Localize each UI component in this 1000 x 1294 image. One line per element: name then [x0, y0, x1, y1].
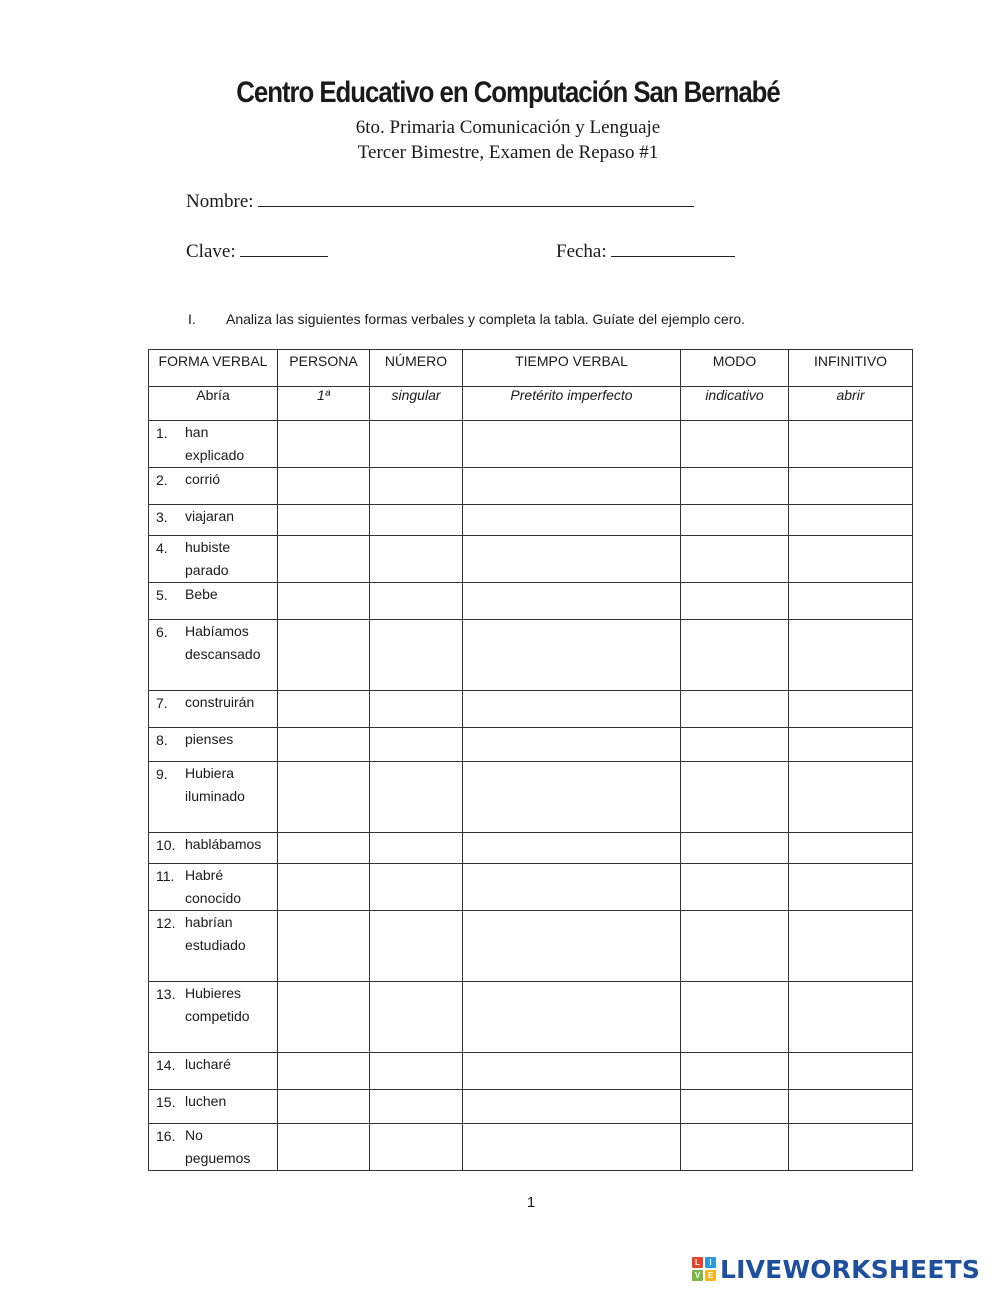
- answer-cell-tiempo[interactable]: [463, 762, 681, 833]
- answer-cell-modo[interactable]: [681, 505, 789, 536]
- answer-cell-infinitivo[interactable]: [789, 1053, 913, 1090]
- instruction-text: Analiza las siguientes formas verbales y completa la tabla. Guíate del ejemplo cero.: [226, 311, 746, 327]
- answer-cell-infinitivo[interactable]: [789, 982, 913, 1053]
- verb-form: Habré conocido: [185, 867, 242, 906]
- table-row: [149, 864, 913, 911]
- verb-form: han explicado: [185, 424, 245, 463]
- row-number: 14.: [156, 1057, 176, 1073]
- answer-cell-infinitivo[interactable]: [789, 468, 913, 505]
- header-modo: MODO: [681, 350, 789, 387]
- verb-cell: [149, 911, 278, 982]
- answer-cell-persona[interactable]: [278, 864, 370, 911]
- answer-cell-tiempo[interactable]: [463, 536, 681, 583]
- row-number: 9.: [156, 766, 168, 782]
- logo-squares-icon: [692, 1257, 716, 1281]
- answer-cell-persona[interactable]: [278, 982, 370, 1053]
- row-number: 8.: [156, 732, 168, 748]
- verb-form: pienses: [185, 731, 234, 747]
- verb-cell: [149, 1090, 278, 1124]
- table-row: [149, 536, 913, 583]
- table-row: [149, 505, 913, 536]
- logo-square: V: [692, 1270, 703, 1281]
- answer-cell-persona[interactable]: [278, 691, 370, 728]
- answer-cell-persona[interactable]: [278, 1090, 370, 1124]
- answer-cell-modo[interactable]: [681, 536, 789, 583]
- answer-cell-infinitivo[interactable]: [789, 762, 913, 833]
- table-row: [149, 833, 913, 864]
- table-row: [149, 1090, 913, 1124]
- answer-cell-persona[interactable]: [278, 421, 370, 468]
- verb-form: Bebe: [185, 586, 218, 602]
- example-verb: Abría: [149, 387, 278, 421]
- table-row: [149, 691, 913, 728]
- answer-cell-numero[interactable]: [370, 505, 463, 536]
- answer-cell-numero[interactable]: [370, 536, 463, 583]
- example-tiempo: Pretérito imperfecto: [463, 387, 681, 421]
- answer-cell-modo[interactable]: [681, 583, 789, 620]
- row-number: 5.: [156, 587, 168, 603]
- row-number: 7.: [156, 695, 168, 711]
- table-row: [149, 620, 913, 691]
- answer-cell-persona[interactable]: [278, 833, 370, 864]
- answer-cell-numero[interactable]: [370, 421, 463, 468]
- verb-form: Hubieres competido: [185, 985, 250, 1024]
- answer-cell-numero[interactable]: [370, 911, 463, 982]
- header-numero: NÚMERO: [370, 350, 463, 387]
- answer-cell-numero[interactable]: [370, 1090, 463, 1124]
- verb-form: corrió: [185, 471, 221, 487]
- answer-cell-persona[interactable]: [278, 468, 370, 505]
- row-number: 1.: [156, 425, 168, 441]
- verb-form: hablábamos: [185, 836, 262, 852]
- answer-cell-tiempo[interactable]: [463, 1124, 681, 1171]
- answer-cell-modo[interactable]: [681, 468, 789, 505]
- answer-cell-tiempo[interactable]: [463, 505, 681, 536]
- exam-subtitle: Tercer Bimestre, Examen de Repaso #1: [357, 142, 659, 163]
- table-row: [149, 1053, 913, 1090]
- verb-table: [148, 349, 913, 1171]
- answer-cell-numero[interactable]: [370, 468, 463, 505]
- header-persona: PERSONA: [278, 350, 370, 387]
- date-label: Fecha:: [556, 241, 607, 262]
- example-persona: 1ª: [278, 387, 370, 421]
- logo-square: I: [705, 1257, 716, 1268]
- verb-form: hubiste parado: [185, 539, 231, 578]
- answer-cell-modo[interactable]: [681, 620, 789, 691]
- table-row: [149, 421, 913, 468]
- verb-form: luchen: [185, 1093, 227, 1109]
- verb-form: lucharé: [185, 1056, 231, 1072]
- answer-cell-modo[interactable]: [681, 762, 789, 833]
- answer-cell-modo[interactable]: [681, 911, 789, 982]
- example-numero: singular: [370, 387, 463, 421]
- verb-cell: [149, 762, 278, 833]
- answer-cell-persona[interactable]: [278, 728, 370, 762]
- table-row: [149, 982, 913, 1053]
- logo-square: L: [692, 1257, 703, 1268]
- answer-cell-numero[interactable]: [370, 864, 463, 911]
- row-number: 4.: [156, 540, 168, 556]
- answer-cell-tiempo[interactable]: [463, 691, 681, 728]
- answer-cell-numero[interactable]: [370, 620, 463, 691]
- header-tiempo-verbal: TIEMPO VERBAL: [463, 350, 681, 387]
- verb-form: construirán: [185, 694, 255, 710]
- example-row: [149, 387, 913, 421]
- answer-cell-modo[interactable]: [681, 691, 789, 728]
- verb-form: viajaran: [185, 508, 235, 524]
- answer-cell-modo[interactable]: [681, 1124, 789, 1171]
- code-input-line[interactable]: [240, 242, 328, 257]
- row-number: 3.: [156, 509, 168, 525]
- answer-cell-modo[interactable]: [681, 421, 789, 468]
- row-number: 10.: [156, 837, 176, 853]
- answer-cell-modo[interactable]: [681, 1053, 789, 1090]
- answer-cell-infinitivo[interactable]: [789, 691, 913, 728]
- answer-cell-numero[interactable]: [370, 691, 463, 728]
- answer-cell-infinitivo[interactable]: [789, 1090, 913, 1124]
- answer-cell-numero[interactable]: [370, 728, 463, 762]
- answer-cell-tiempo[interactable]: [463, 1090, 681, 1124]
- verb-cell: [149, 833, 278, 864]
- answer-cell-infinitivo[interactable]: [789, 728, 913, 762]
- verb-cell: [149, 583, 278, 620]
- answer-cell-persona[interactable]: [278, 911, 370, 982]
- answer-cell-infinitivo[interactable]: [789, 583, 913, 620]
- date-input-line[interactable]: [611, 242, 735, 257]
- row-number: 13.: [156, 986, 176, 1002]
- answer-cell-tiempo[interactable]: [463, 911, 681, 982]
- verb-cell: [149, 536, 278, 583]
- row-number: 2.: [156, 472, 168, 488]
- row-number: 11.: [156, 868, 175, 884]
- verb-cell: [149, 864, 278, 911]
- verb-cell: [149, 505, 278, 536]
- table-row: [149, 762, 913, 833]
- answer-cell-tiempo[interactable]: [463, 833, 681, 864]
- answer-cell-infinitivo[interactable]: [789, 620, 913, 691]
- answer-cell-infinitivo[interactable]: [789, 421, 913, 468]
- answer-cell-persona[interactable]: [278, 620, 370, 691]
- answer-cell-tiempo[interactable]: [463, 421, 681, 468]
- school-title: Centro Educativo en Computación San Bernabé: [236, 76, 780, 109]
- answer-cell-numero[interactable]: [370, 762, 463, 833]
- name-label: Nombre:: [186, 191, 254, 212]
- logo-square: E: [705, 1270, 716, 1281]
- answer-cell-persona[interactable]: [278, 1053, 370, 1090]
- course-subtitle: 6to. Primaria Comunicación y Lenguaje: [355, 117, 661, 138]
- verb-cell: [149, 982, 278, 1053]
- code-field: [186, 241, 328, 263]
- answer-cell-numero[interactable]: [370, 982, 463, 1053]
- verb-cell: [149, 1124, 278, 1171]
- example-infinitivo: abrir: [789, 387, 913, 421]
- answer-cell-modo[interactable]: [681, 982, 789, 1053]
- verb-cell: [149, 421, 278, 468]
- instruction-number: I.: [188, 311, 196, 327]
- header-forma-verbal: FORMA VERBAL: [149, 350, 278, 387]
- verb-form: Habíamos descansado: [185, 623, 261, 662]
- answer-cell-modo[interactable]: [681, 728, 789, 762]
- verb-cell: [149, 1053, 278, 1090]
- answer-cell-persona[interactable]: [278, 762, 370, 833]
- table-row: [149, 583, 913, 620]
- answer-cell-tiempo[interactable]: [463, 728, 681, 762]
- header-infinitivo: INFINITIVO: [789, 350, 913, 387]
- table-header-row: [149, 350, 913, 387]
- answer-cell-numero[interactable]: [370, 833, 463, 864]
- answer-cell-modo[interactable]: [681, 864, 789, 911]
- answer-cell-modo[interactable]: [681, 833, 789, 864]
- answer-cell-tiempo[interactable]: [463, 583, 681, 620]
- code-label: Clave:: [186, 241, 236, 262]
- answer-cell-infinitivo[interactable]: [789, 1124, 913, 1171]
- row-number: 12.: [156, 915, 176, 931]
- answer-cell-infinitivo[interactable]: [789, 833, 913, 864]
- answer-cell-infinitivo[interactable]: [789, 864, 913, 911]
- table-row: [149, 468, 913, 505]
- example-modo: indicativo: [681, 387, 789, 421]
- table-row: [149, 911, 913, 982]
- answer-cell-tiempo[interactable]: [463, 620, 681, 691]
- verb-form: No peguemos: [185, 1127, 251, 1166]
- verb-cell: [149, 728, 278, 762]
- row-number: 16.: [156, 1128, 176, 1144]
- answer-cell-tiempo[interactable]: [463, 982, 681, 1053]
- instruction: [188, 311, 745, 327]
- table-row: [149, 728, 913, 762]
- answer-cell-tiempo[interactable]: [463, 1053, 681, 1090]
- verb-cell: [149, 468, 278, 505]
- name-field: [186, 191, 694, 213]
- row-number: 6.: [156, 624, 168, 640]
- answer-cell-tiempo[interactable]: [463, 468, 681, 505]
- answer-cell-infinitivo[interactable]: [789, 911, 913, 982]
- brand-name: LIVEWORKSHEETS: [720, 1254, 981, 1284]
- answer-cell-infinitivo[interactable]: [789, 536, 913, 583]
- name-input-line[interactable]: [258, 192, 694, 207]
- answer-cell-numero[interactable]: [370, 1124, 463, 1171]
- answer-cell-persona[interactable]: [278, 536, 370, 583]
- verb-form: habrían estudiado: [185, 914, 246, 953]
- answer-cell-modo[interactable]: [681, 1090, 789, 1124]
- answer-cell-numero[interactable]: [370, 583, 463, 620]
- date-field: [556, 241, 735, 263]
- page-number: 1: [526, 1194, 536, 1211]
- verb-cell: [149, 620, 278, 691]
- answer-cell-persona[interactable]: [278, 505, 370, 536]
- answer-cell-numero[interactable]: [370, 1053, 463, 1090]
- table-row: [149, 1124, 913, 1171]
- answer-cell-tiempo[interactable]: [463, 864, 681, 911]
- liveworksheets-logo: [692, 1255, 980, 1283]
- verb-cell: [149, 691, 278, 728]
- row-number: 15.: [156, 1094, 176, 1110]
- verb-form: Hubiera iluminado: [185, 765, 245, 804]
- answer-cell-persona[interactable]: [278, 1124, 370, 1171]
- answer-cell-persona[interactable]: [278, 583, 370, 620]
- answer-cell-infinitivo[interactable]: [789, 505, 913, 536]
